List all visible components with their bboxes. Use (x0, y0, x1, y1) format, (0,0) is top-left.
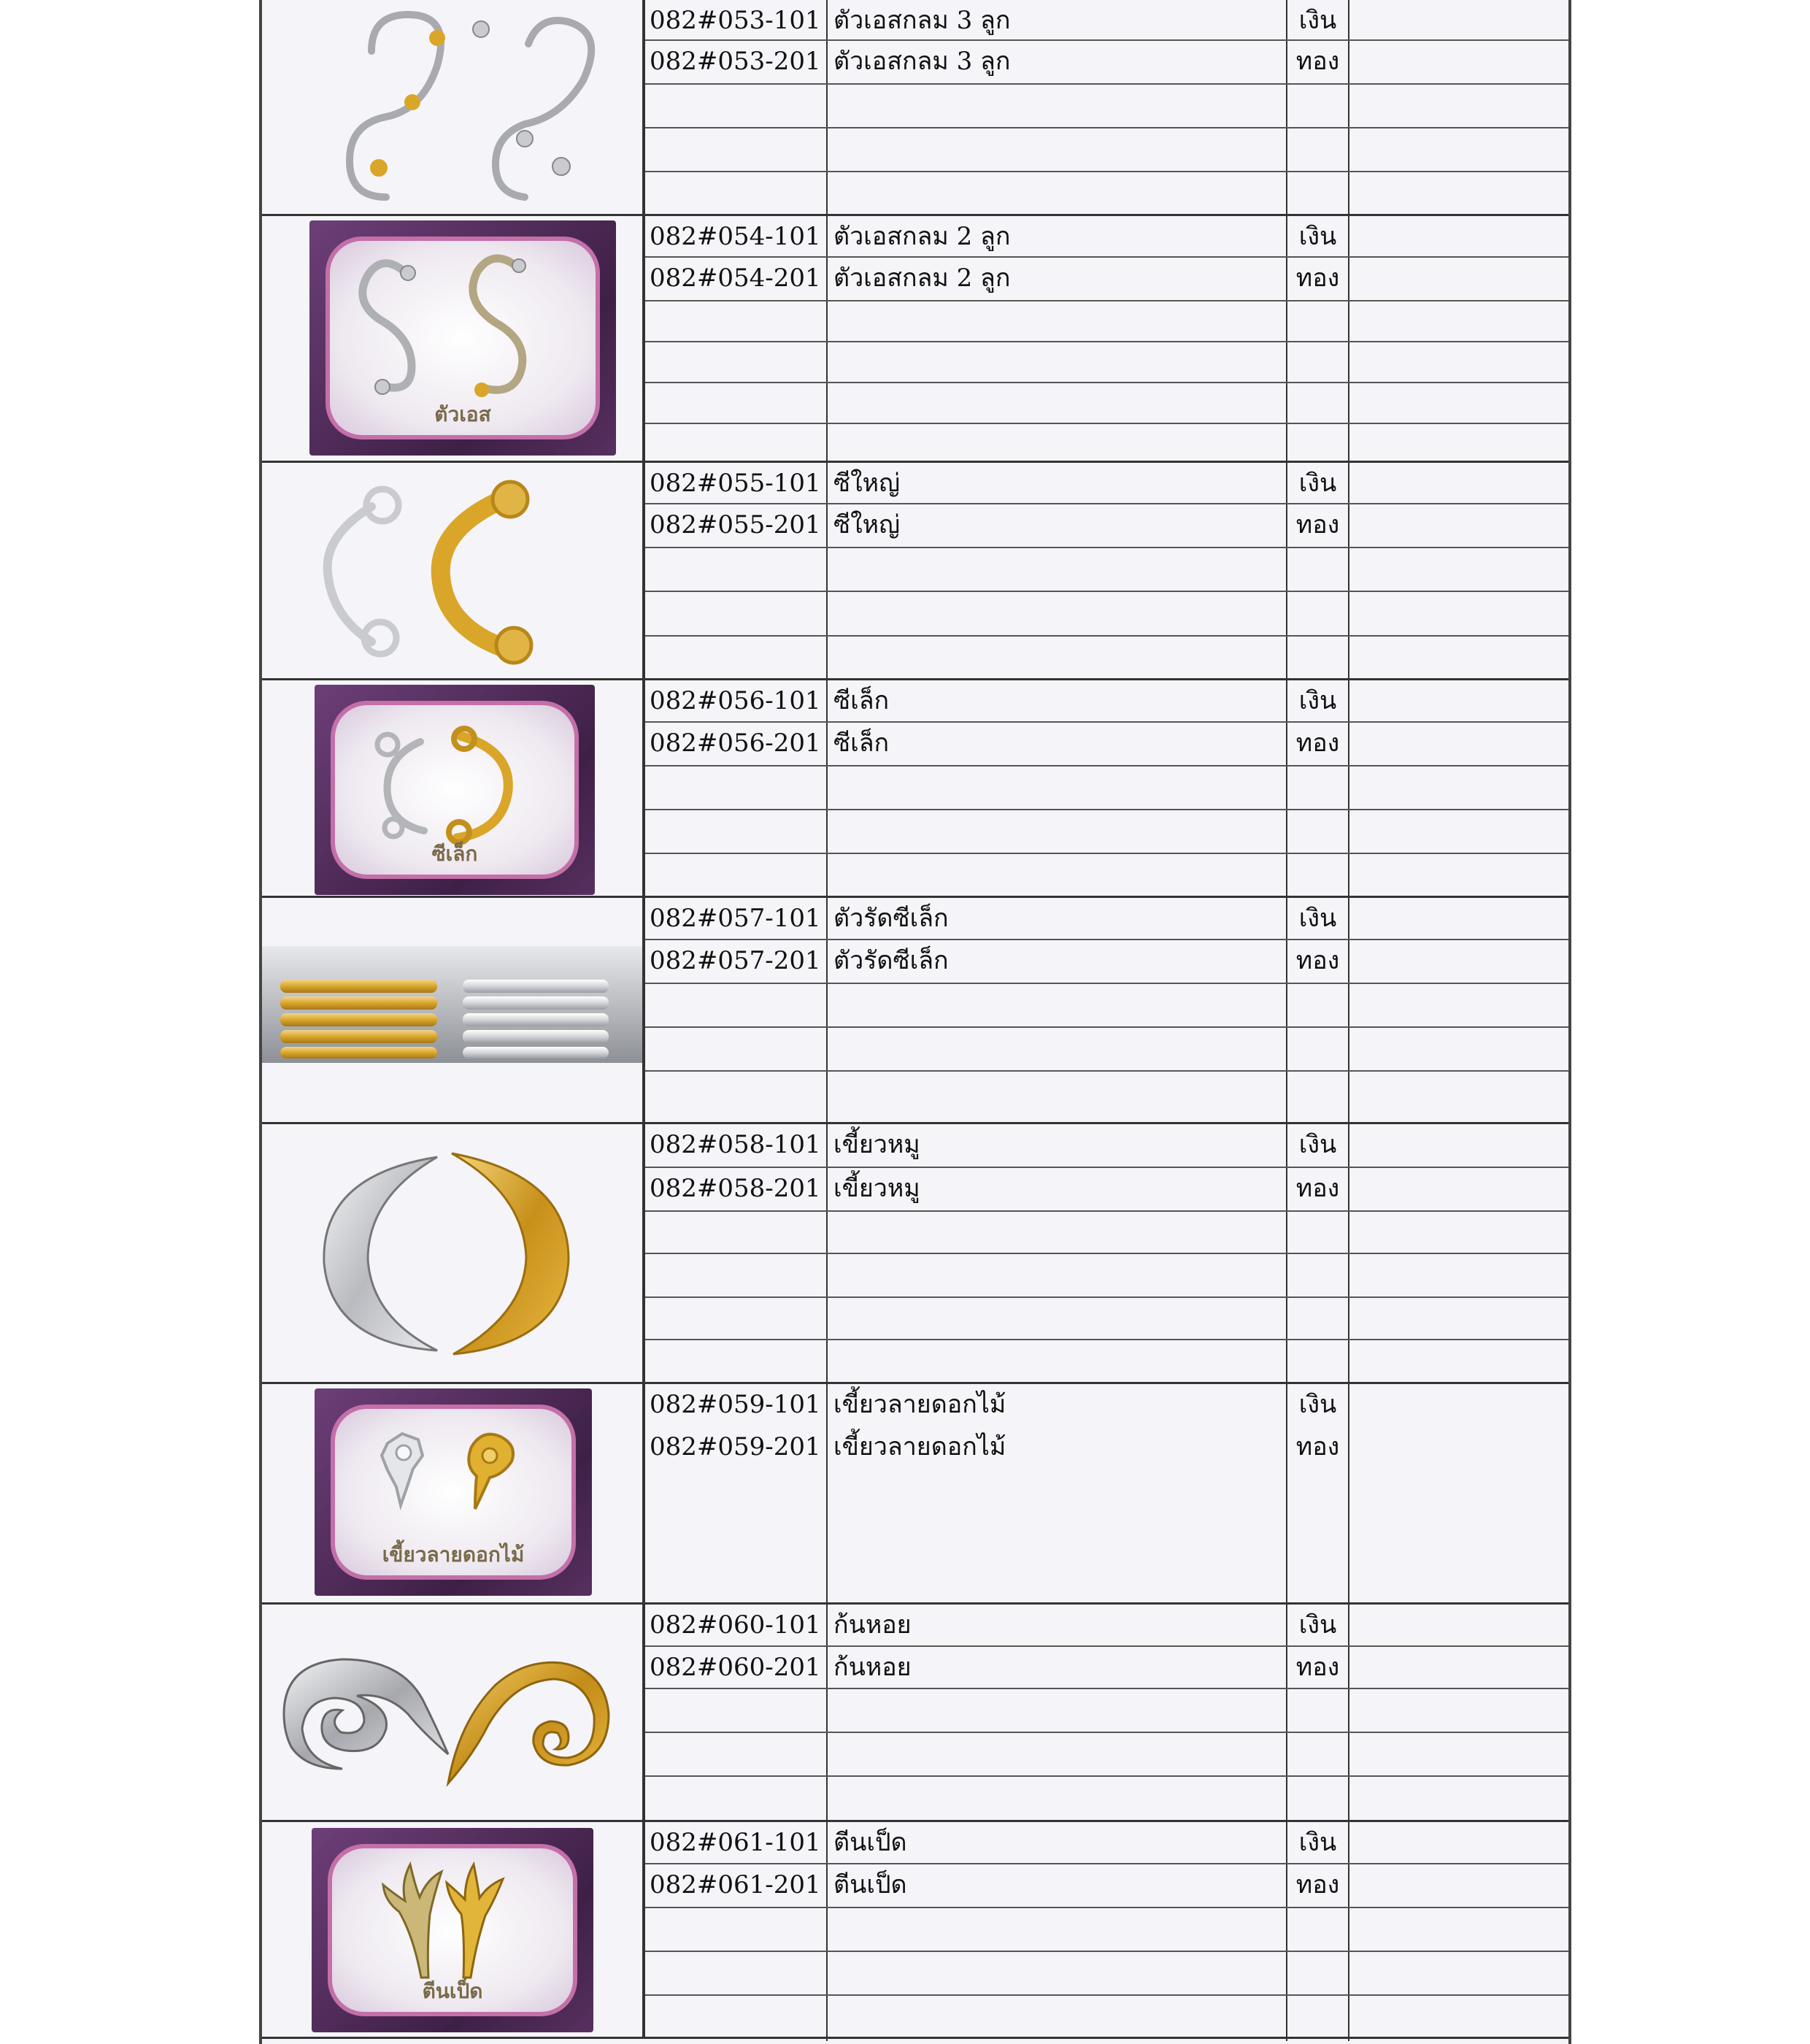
product-photo-caption: ตัวเอส (434, 402, 491, 426)
table-row (645, 128, 1568, 172)
product-note (1349, 0, 1568, 39)
table-row (645, 940, 1568, 984)
product-note (1349, 258, 1568, 300)
product-image-cell (262, 680, 645, 896)
product-name: ตัวรัดซีเล็ก (828, 898, 1287, 939)
product-note (1349, 128, 1568, 171)
product-rows (645, 1822, 1568, 2037)
product-color (1287, 1908, 1349, 1951)
product-name (828, 1254, 1287, 1296)
product-note (1349, 342, 1568, 382)
product-name: ตัวเอสกลม 3 ลูก (828, 41, 1287, 83)
product-group-057 (262, 896, 1568, 1122)
product-group-056 (262, 678, 1568, 896)
product-name (828, 548, 1287, 591)
product-color (1287, 637, 1349, 680)
product-photo-frame (315, 685, 595, 895)
product-code (645, 1298, 828, 1339)
product-code (645, 424, 828, 463)
product-note (1349, 1168, 1568, 1210)
product-code (645, 172, 828, 216)
product-code: 082#054-101 (645, 216, 828, 256)
product-name: เขี้ยวลายดอกไม้ (828, 1384, 1287, 1426)
product-name (828, 810, 1287, 853)
product-image-cell (262, 216, 645, 461)
product-note (1349, 854, 1568, 898)
product-note (1349, 1689, 1568, 1732)
product-image-cell (262, 1822, 645, 2037)
product-name (828, 1340, 1287, 1384)
product-color: เงิน (1287, 0, 1349, 39)
product-rows (645, 1384, 1568, 1602)
product-note (1349, 301, 1568, 341)
product-name (828, 301, 1287, 341)
product-note (1349, 1908, 1568, 1951)
table-row (645, 1822, 1568, 1864)
product-code (645, 854, 828, 898)
table-row (645, 172, 1568, 216)
product-note (1349, 1996, 1568, 2041)
product-note (1349, 940, 1568, 983)
product-name: ซีใหญ่ (828, 504, 1287, 547)
product-code (645, 1952, 828, 1994)
product-name: ตีนเป็ด (828, 1822, 1287, 1863)
product-note (1349, 1254, 1568, 1296)
product-name (828, 854, 1287, 898)
product-color (1287, 1689, 1349, 1732)
product-note (1349, 637, 1568, 680)
product-note (1349, 424, 1568, 463)
product-name: ตัวเอสกลม 2 ลูก (828, 216, 1287, 256)
table-row (645, 1384, 1568, 1426)
product-code: 082#057-101 (645, 898, 828, 939)
product-color: ทอง (1287, 940, 1349, 983)
table-row (645, 383, 1568, 424)
product-color: ทอง (1287, 1647, 1349, 1688)
product-note (1349, 680, 1568, 721)
table-row (645, 1864, 1568, 1908)
product-group-059 (262, 1382, 1568, 1602)
product-note (1349, 41, 1568, 83)
product-code: 082#056-201 (645, 723, 828, 765)
product-code (645, 1908, 828, 1951)
product-note (1349, 504, 1568, 547)
product-color (1287, 1340, 1349, 1384)
product-color (1287, 548, 1349, 591)
table-row (645, 424, 1568, 463)
table-row (645, 1168, 1568, 1212)
c-scroll-large-icon (262, 463, 645, 678)
table-row (645, 1124, 1568, 1168)
table-row (645, 1689, 1568, 1733)
product-color (1287, 301, 1349, 341)
product-note (1349, 1298, 1568, 1339)
product-name (828, 1733, 1287, 1775)
table-row (645, 1908, 1568, 1952)
product-note (1349, 1124, 1568, 1167)
product-color (1287, 854, 1349, 898)
product-name (828, 1212, 1287, 1253)
product-image-cell (262, 1124, 645, 1382)
product-note (1349, 383, 1568, 423)
product-photo-frame (312, 1828, 593, 2032)
product-color: ทอง (1287, 1864, 1349, 1907)
product-color (1287, 592, 1349, 635)
table-row (645, 810, 1568, 854)
table-row (645, 984, 1568, 1028)
product-note (1349, 592, 1568, 635)
product-color (1287, 424, 1349, 463)
product-name: ซีเล็ก (828, 680, 1287, 721)
product-name: ตัวเอสกลม 3 ลูก (828, 0, 1287, 39)
product-note (1349, 1028, 1568, 1070)
product-name: เขี้ยวลายดอกไม้ (828, 1426, 1287, 1605)
product-code: 082#056-101 (645, 680, 828, 721)
product-note (1349, 1072, 1568, 1124)
table-row (645, 1254, 1568, 1298)
product-note (1349, 984, 1568, 1026)
product-code (645, 1996, 828, 2041)
product-color: เงิน (1287, 463, 1349, 503)
product-photo-caption: ตีนเป็ด (422, 1979, 483, 2003)
product-note (1349, 1426, 1568, 1605)
product-name (828, 342, 1287, 382)
product-rows (645, 0, 1568, 214)
table-row (645, 1072, 1568, 1124)
product-color: เงิน (1287, 1124, 1349, 1167)
product-color (1287, 1733, 1349, 1775)
product-group-053 (262, 0, 1568, 214)
table-row (645, 1996, 1568, 2041)
product-code (645, 1212, 828, 1253)
snail-scroll-icon (262, 1605, 645, 1820)
product-name: ซีเล็ก (828, 723, 1287, 765)
product-color: เงิน (1287, 680, 1349, 721)
table-row (645, 898, 1568, 940)
product-note (1349, 216, 1568, 256)
product-group-058 (262, 1122, 1568, 1382)
product-rows (645, 898, 1568, 1122)
product-name: ตัวเอสกลม 2 ลูก (828, 258, 1287, 300)
product-photo-caption: เขี้ยวลายดอกไม้ (382, 1542, 525, 1567)
product-code (645, 766, 828, 809)
product-note (1349, 463, 1568, 503)
product-color: ทอง (1287, 41, 1349, 83)
table-row (645, 216, 1568, 258)
product-code: 082#061-201 (645, 1864, 828, 1907)
product-name: ตีนเป็ด (828, 1864, 1287, 1907)
table-row (645, 1733, 1568, 1777)
product-name (828, 383, 1287, 423)
product-rows (645, 1605, 1568, 1820)
table-row (645, 766, 1568, 810)
product-name (828, 1028, 1287, 1070)
product-name (828, 172, 1287, 216)
product-code (645, 637, 828, 680)
product-color (1287, 1952, 1349, 1994)
product-color: ทอง (1287, 723, 1349, 765)
product-photo-frame (309, 220, 616, 456)
table-row (645, 1212, 1568, 1254)
product-note (1349, 1864, 1568, 1907)
product-note (1349, 85, 1568, 127)
product-code: 082#053-201 (645, 41, 828, 83)
product-image-cell (262, 1605, 645, 1820)
table-row (645, 1952, 1568, 1996)
product-color (1287, 1072, 1349, 1124)
product-color (1287, 128, 1349, 171)
product-color (1287, 1254, 1349, 1296)
product-group-060 (262, 1602, 1568, 1820)
product-color (1287, 85, 1349, 127)
table-row (645, 1340, 1568, 1384)
table-row (645, 301, 1568, 342)
s-hook-3-balls-icon (262, 0, 645, 214)
product-color (1287, 1212, 1349, 1253)
product-code: 082#057-201 (645, 940, 828, 983)
product-code (645, 301, 828, 341)
product-code (645, 1733, 828, 1775)
crescent-leaf-icon (262, 1124, 645, 1382)
product-code (645, 984, 828, 1026)
product-color: ทอง (1287, 1426, 1349, 1605)
product-code (645, 342, 828, 382)
product-name (828, 637, 1287, 680)
c-clamp-band-icon (262, 898, 645, 1122)
product-code: 082#061-101 (645, 1822, 828, 1863)
product-name (828, 128, 1287, 171)
table-row (645, 504, 1568, 548)
product-name: เขี้ยวหมู (828, 1124, 1287, 1167)
product-name (828, 424, 1287, 463)
product-name: ซีใหญ่ (828, 463, 1287, 503)
product-name (828, 984, 1287, 1026)
product-name: เขี้ยวหมู (828, 1168, 1287, 1210)
product-name (828, 85, 1287, 127)
product-code (645, 1028, 828, 1070)
product-color (1287, 172, 1349, 216)
product-note (1349, 766, 1568, 809)
product-note (1349, 898, 1568, 939)
product-code: 082#053-101 (645, 0, 828, 39)
table-row (645, 1028, 1568, 1072)
table-row (645, 463, 1568, 504)
product-color: เงิน (1287, 1822, 1349, 1863)
product-note (1349, 548, 1568, 591)
product-color (1287, 1298, 1349, 1339)
catalog-sheet (259, 0, 1571, 2044)
product-photo-caption: ซีเล็ก (431, 842, 478, 866)
table-row (645, 637, 1568, 680)
table-row (645, 1426, 1568, 1605)
product-name: ก้นหอย (828, 1647, 1287, 1688)
product-group-054 (262, 214, 1568, 461)
product-note (1349, 1384, 1568, 1426)
table-row (645, 41, 1568, 85)
table-row (645, 85, 1568, 128)
product-name (828, 1689, 1287, 1732)
product-note (1349, 1777, 1568, 1822)
product-color: เงิน (1287, 1605, 1349, 1645)
product-name (828, 1298, 1287, 1339)
product-code: 082#060-101 (645, 1605, 828, 1645)
product-color (1287, 1777, 1349, 1822)
product-code (645, 128, 828, 171)
table-row (645, 258, 1568, 301)
product-code (645, 1254, 828, 1296)
product-color: เงิน (1287, 898, 1349, 939)
product-name (828, 1908, 1287, 1951)
product-color: ทอง (1287, 1168, 1349, 1210)
product-code: 082#058-101 (645, 1124, 828, 1167)
product-code: 082#059-201 (645, 1426, 828, 1605)
product-color: เงิน (1287, 1384, 1349, 1426)
product-rows (645, 463, 1568, 678)
product-note (1349, 1212, 1568, 1253)
product-color: ทอง (1287, 504, 1349, 547)
table-row (645, 342, 1568, 383)
product-rows (645, 680, 1568, 896)
product-color (1287, 383, 1349, 423)
product-image-cell (262, 463, 645, 678)
product-rows (645, 1124, 1568, 1382)
product-code: 082#058-201 (645, 1168, 828, 1210)
product-note (1349, 1952, 1568, 1994)
product-color (1287, 1996, 1349, 2041)
product-code (645, 592, 828, 635)
product-photo-frame (315, 1388, 592, 1596)
product-name (828, 1952, 1287, 1994)
table-row (645, 723, 1568, 766)
product-image-cell (262, 1384, 645, 1602)
product-color (1287, 984, 1349, 1026)
product-group-061 (262, 1820, 1568, 2039)
product-code: 082#055-201 (645, 504, 828, 547)
product-name (828, 1072, 1287, 1124)
product-color: เงิน (1287, 216, 1349, 256)
product-code (645, 810, 828, 853)
product-code (645, 548, 828, 591)
product-code (645, 1689, 828, 1732)
product-note (1349, 1822, 1568, 1863)
product-note (1349, 723, 1568, 765)
product-note (1349, 810, 1568, 853)
product-name (828, 592, 1287, 635)
product-code (645, 1777, 828, 1822)
product-code (645, 383, 828, 423)
product-color (1287, 342, 1349, 382)
table-row (645, 1605, 1568, 1647)
product-code (645, 1340, 828, 1384)
product-image-cell (262, 898, 645, 1122)
product-code: 082#054-201 (645, 258, 828, 300)
table-row (645, 1777, 1568, 1822)
table-row (645, 0, 1568, 41)
product-note (1349, 1340, 1568, 1384)
product-name: ตัวรัดซีเล็ก (828, 940, 1287, 983)
product-rows (645, 216, 1568, 461)
product-note (1349, 1605, 1568, 1645)
table-row (645, 1647, 1568, 1689)
product-note (1349, 172, 1568, 216)
product-name (828, 1996, 1287, 2041)
product-name (828, 1777, 1287, 1822)
table-row (645, 680, 1568, 723)
table-row (645, 592, 1568, 637)
product-note (1349, 1647, 1568, 1688)
table-row (645, 854, 1568, 898)
product-code (645, 85, 828, 127)
product-color: ทอง (1287, 258, 1349, 300)
product-code: 082#055-101 (645, 463, 828, 503)
product-image-cell (262, 0, 645, 214)
product-color (1287, 1028, 1349, 1070)
product-color (1287, 766, 1349, 809)
product-note (1349, 1733, 1568, 1775)
table-row (645, 548, 1568, 592)
product-group-055 (262, 461, 1568, 678)
product-name: ก้นหอย (828, 1605, 1287, 1645)
product-name (828, 766, 1287, 809)
product-code: 082#059-101 (645, 1384, 828, 1426)
product-color (1287, 810, 1349, 853)
table-row (645, 1298, 1568, 1340)
product-code (645, 1072, 828, 1124)
product-code: 082#060-201 (645, 1647, 828, 1688)
